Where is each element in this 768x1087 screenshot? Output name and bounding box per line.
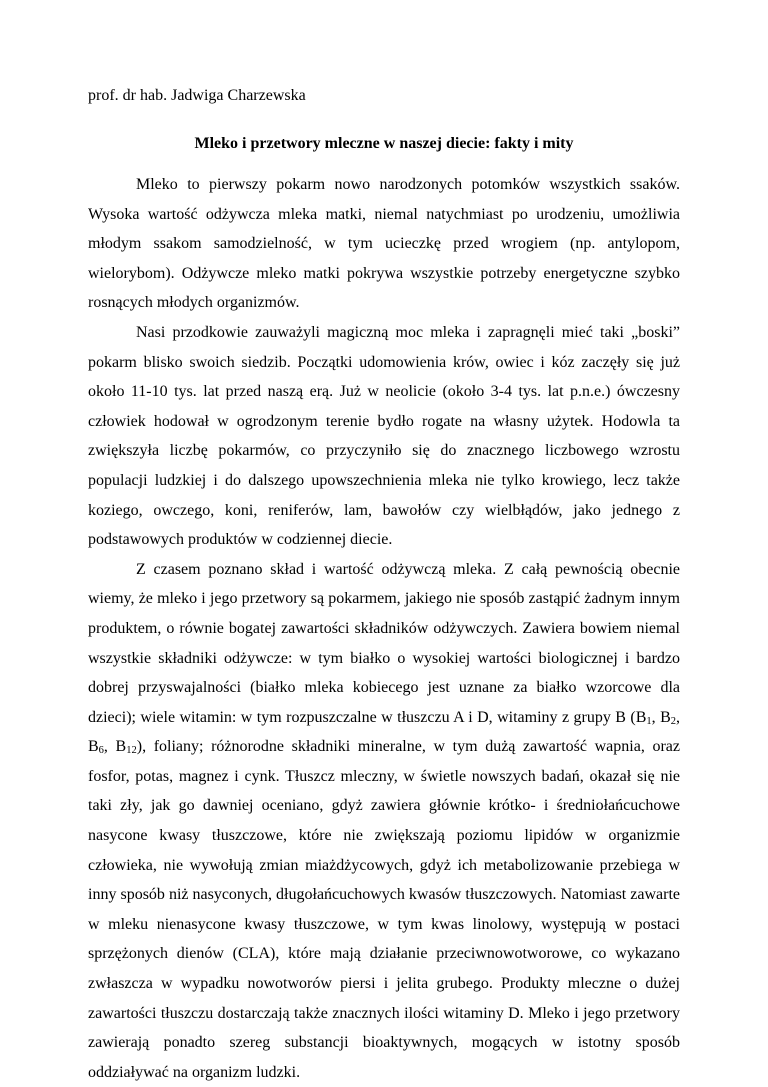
paragraph-1: Mleko to pierwszy pokarm nowo narodzonych potomków wszystkich ssaków. Wysoka wartość odżywcza mleka matki, niemal natychmiast po urodzeniu, umożliwia młodym ssakom samodzielność, w tym ucieczkę przed wrogiem (np. antylopom, wielorybom). Odżywcze mleko matki pokrywa wszystkie potrzeby energetyczne szybko rosnących młodych organizmów. [88,176,680,312]
separator: , B [103,738,127,756]
paragraph-3 [88,555,680,1087]
document-title: Mleko i przetwory mleczne w naszej diecie: fakty i mity [194,135,574,152]
author-line: prof. dr hab. Jadwiga Charzewska [88,87,306,104]
subscript-b1: 1 [646,715,652,727]
subscript-b2: 2 [670,715,677,727]
separator: , B [651,708,671,726]
separator: , B [88,708,681,756]
subscript-b12: 12 [126,745,137,757]
subscript-b6: 6 [98,745,104,757]
paragraph-3-text-end: ), foliany; różnorodne składniki mineralne, w tym dużą zawartość wapnia, oraz fosfor, potas, magnez i cynk. Tłuszcz mleczny, w świetle nowszych badań, okazał się nie taki zły, jak go dawniej oceniano, gdyż zawiera głównie krótko- i średniołańcuchowe nasycone kwasy tłuszczowe, które nie zwiększają poziomu lipidów w organizmie człowieka, nie wywołują zmian miażdżycowych, gdyż ich metabolizowanie przebiega w inny sposób niż nasyconych, długołańcuchowych kwasów tłuszczowych. Natomiast zawarte w mleku nienasycone kwasy tłuszczowe, w tym kwas linolowy, występują w postaci sprzężonych dienów (CLA), które mają działanie przeciwnowotworowe, co wykazano zwłaszcza w wypadku nowotworów piersi i jelita grubego. Produkty mleczne o dużej zawartości tłuszczu dostarczają także znacznych ilości witaminy D. Mleko i jego przetwory zawierają ponadto szereg substancji bioaktywnych, mogących w istotny sposób oddziaływać na organizm ludzki. [88,738,680,1081]
paragraph-3-text-start: Z czasem poznano skład i wartość odżywczą mleka. Z całą pewnością obecnie wiemy, że mleko i jego przetwory są pokarmem, jakiego nie sposób zastąpić żadnym innym produktem, o równie bogatej zawartości składników odżywczych. Zawiera bowiem niemal wszystkie składniki odżywcze: w tym białko o wysokiej wartości biologicznej i bardzo dobrej przyswajalności (białko mleka kobiecego jest uznane za białko wzorcowe dla dzieci); wiele witamin: w tym rozpuszczalne w tłuszczu A i D, witaminy z grupy B (B [88,560,680,726]
paragraph-2: Nasi przodkowie zauważyli magiczną moc mleka i zapragnęli mieć taki „boski” pokarm blisko swoich siedzib. Początki udomowienia krów, owiec i kóz zaczęły się już około 11-10 tys. lat przed naszą erą. Już w neolicie (około 3-4 tys. lat p.n.e.) ówczesny człowiek hodował w ogrodzonym terenie bydło rogate na własny użytek. Hodowla ta zwiększyła liczbę pokarmów, co przyczyniło się do znacznego liczbowego wzrostu populacji ludzkiej i do dalszego upowszechnienia mleka nie tylko krowiego, lecz także koziego, owczego, koni, reniferów, lam, bawołów czy wielbłądów, jako jednego z podstawowych produktów w codziennej diecie. [88,323,680,549]
